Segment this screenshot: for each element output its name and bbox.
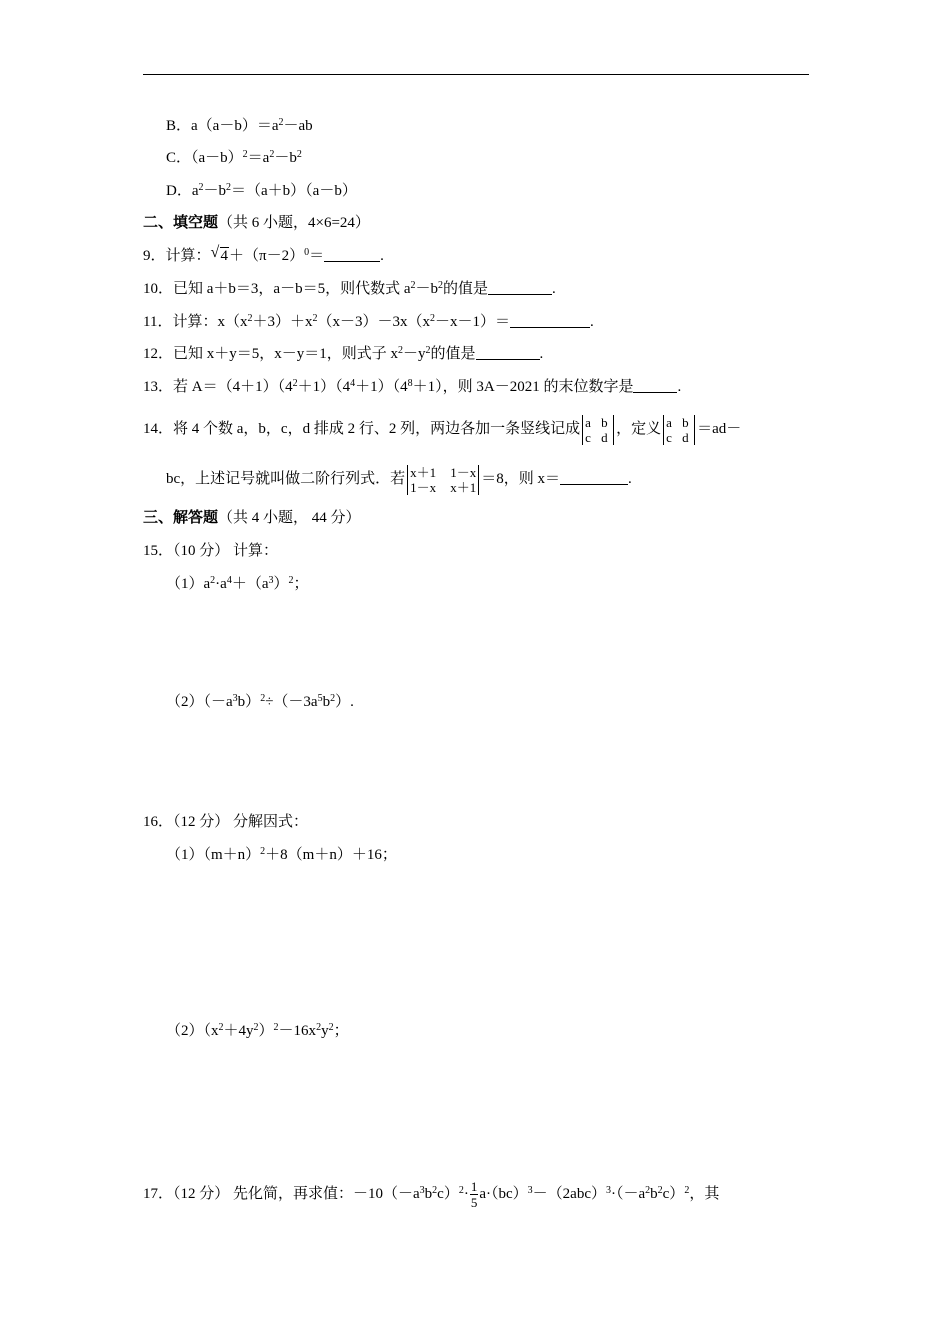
header-rule (143, 74, 809, 75)
section-2-heading: 二、填空题（共 6 小题，4×6=24） (143, 215, 370, 231)
question-14-line-1: 14．将 4 个数 a，b，c，d 排成 2 行、2 列，两边各加一条竖线记成 a b c d ，定义 a b c d ＝ad－ (143, 414, 742, 445)
answer-blank[interactable] (633, 378, 677, 393)
question-16-part-2: $(2)(x^2+4y^2)^2-16x^2y^2$； (166, 1022, 349, 1039)
question-13: 13．若 $A=(4+1)(4^2+1)(4^4+1)(4^8+1)$，则 3A－2021 的末位数字是 . (143, 378, 682, 395)
question-15-heading: 15．（10 分） 计算： (143, 543, 279, 559)
section-3-heading: 三、解答题（共 4 小题， 44 分） (143, 510, 361, 526)
determinant-x: x＋1 1－x 1－x x＋1 (407, 465, 479, 495)
question-15-part-2: $(2)(-a^3b)^2\div(-3a^5b^2)$. (166, 693, 354, 710)
answer-blank[interactable] (488, 280, 552, 295)
question-10: 10．已知 a＋b＝3，a－b＝5，则代数式 $a^2-b^2$的值是 . (143, 280, 556, 297)
fraction-one-fifth: $\frac{1}{5}$ (470, 1179, 478, 1211)
question-14-line-2: bc，上述记号就叫做二阶行列式．若 x＋1 1－x 1－x x＋1 ＝8，则 x＝ . (166, 464, 632, 495)
option-b: B．$a(a-b)=a^2-ab$ (166, 117, 313, 134)
question-12: 12．已知 x＋y＝5，x－y＝1，则式子 $x^2-y^2$的值是 . (143, 345, 544, 362)
question-16-part-1: $(1)(m+n)^2+8(m+n)+16$； (166, 846, 397, 863)
question-17: 17．（12 分） 先化简，再求值：$-10(-a^3b^2c)^2\cdot$ $\frac{1}{5}$ $a\cdot(bc)^3-(2abc)^3\cdot(-a^2b^2c)^2$，其 (143, 1179, 720, 1211)
option-c: C．$(a-b)^2=a^2-b^2$ (166, 149, 302, 166)
question-9: 9．计算： √ $4+(\pi-2)^0=$ . (143, 244, 384, 264)
answer-blank[interactable] (324, 247, 380, 262)
question-11: 11．计算：$x(x^2+3)+x^2(x-3)-3x(x^2-x-1)=$ . (143, 313, 594, 330)
determinant-abcd-definition: a b c d (663, 415, 695, 445)
question-16-heading: 16．（12 分） 分解因式： (143, 814, 309, 830)
question-15-part-1: $(1)a^2\cdot a^4+(a^3)^2$； (166, 575, 309, 592)
determinant-abcd: a b c d (582, 415, 614, 445)
option-d: D．$a^2-b^2=(a+b)(a-b)$ (166, 182, 357, 199)
answer-blank[interactable] (510, 313, 590, 328)
sqrt-symbol: √ 4 (210, 244, 229, 264)
answer-blank[interactable] (560, 470, 628, 485)
answer-blank[interactable] (476, 345, 540, 360)
